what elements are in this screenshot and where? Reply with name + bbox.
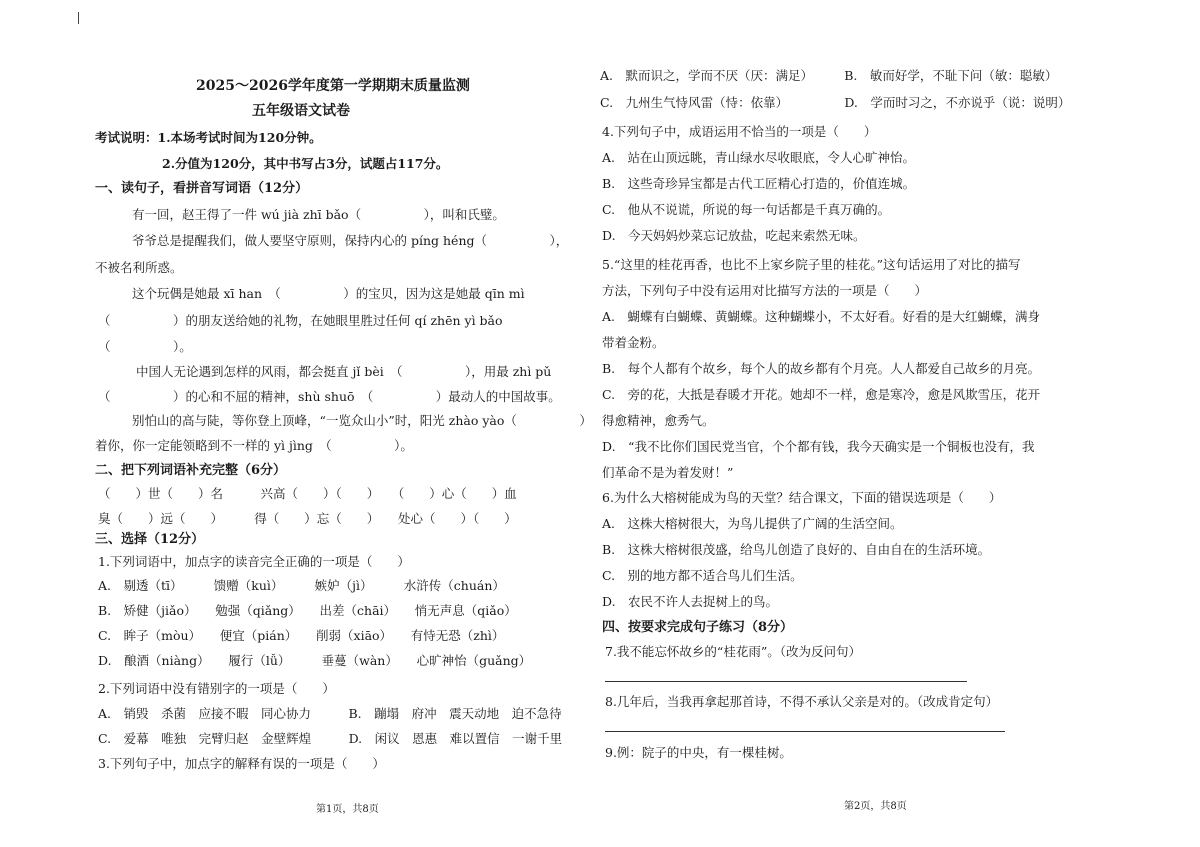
question-2: 2.下列词语中没有错别字的一项是（ ） — [98, 681, 335, 696]
question-6-option: B. 这株大榕树很茂盛，给鸟儿创造了良好的、自由自在的生活环境。 — [602, 542, 991, 557]
section-1-line: 别怕山的高与陡，等你登上顶峰，“一览众山小”时，阳光 zhào yào（ ） — [132, 413, 592, 428]
question-8: 8.几年后，当我再拿起那首诗，不得不承认父亲是对的。（改成肯定句） — [605, 694, 999, 709]
question-5-line: 5.“这里的桂花再香，也比不上家乡院子里的桂花。”这句话运用了对比的描写 — [602, 257, 1021, 272]
exam-title: 2025～2026学年度第一学期期末质量监测 — [196, 78, 470, 94]
question-6: 6.为什么大榕树能成为鸟的天堂？结合课文，下面的错误选项是（ ） — [602, 490, 1002, 505]
exam-subtitle: 五年级语文试卷 — [252, 103, 350, 119]
exam-note-1: 考试说明：1.本场考试时间为120分钟。 — [95, 130, 322, 145]
question-5-line: 方法，下列句子中没有运用对比描写方法的一项是（ ） — [602, 283, 928, 298]
page-footer: 第2页，共8页 — [844, 801, 907, 812]
section-2-heading: 二、把下列词语补充完整（6分） — [95, 463, 287, 478]
section-3-heading: 三、选择（12分） — [95, 532, 205, 547]
question-1-option: D. 酿酒（niàng） 履行（lǚ） 垂蔓（wàn） 心旷神怡（guǎng） — [98, 653, 532, 668]
question-6-option: D. 农民不许人去捉树上的鸟。 — [602, 594, 779, 609]
section-1-line: 着你，你一定能领略到不一样的 yì jìng （ ）。 — [95, 438, 413, 453]
section-1-line: 爷爷总是提醒我们，做人要坚守原则，保持内心的 píng héng（ ）， — [132, 233, 569, 248]
section-1-line: 中国人无论遇到怎样的风雨，都会挺直 jǐ bèi （ ），用最 zhì pǔ — [136, 364, 552, 379]
question-1-option: B. 矫健（jiǎo） 勉强（qiǎng） 出差（chāi） 悄无声息（qiǎo） — [98, 603, 517, 618]
section-1-line: 有一回，赵王得了一件 wú jià zhī bǎo（ ），叫和氏璧。 — [132, 207, 505, 222]
question-4: 4.下列句子中，成语运用不恰当的一项是（ ） — [602, 124, 877, 139]
section-4-heading: 四、按要求完成句子练习（8分） — [602, 620, 794, 635]
question-5-line: 得愈精神，愈秀气。 — [602, 413, 715, 428]
question-5-line: B. 每个人都有个故乡，每个人的故乡都有个月亮。人人都爱自己故乡的月亮。 — [602, 361, 1041, 376]
section-1-line: 不被名利所惑。 — [95, 260, 183, 275]
section-2-line: 臭（ ）远（ ） 得（ ）忘（ ） 处心（ ）（ ） — [98, 511, 517, 526]
question-5-line: D. “我不比你们国民党当官，个个都有钱，我今天确实是一个铜板也没有，我 — [602, 439, 1035, 454]
question-4-option: D. 今天妈妈炒菜忘记放盐，吃起来索然无味。 — [602, 228, 866, 243]
question-2-option: C. 爱幕 唯独 完臂归赵 金壁辉煌 D. 闲议 恩惠 难以置信 一谢千里 — [98, 731, 563, 746]
section-2-line: （ ）世（ ）名 兴高（ ）（ ） （ ）心（ ）血 — [98, 486, 517, 501]
question-4-option: B. 这些奇珍异宝都是古代工匠精心打造的，价值连城。 — [602, 176, 916, 191]
section-1-line: （ ）的朋友送给她的礼物，在她眼里胜过任何 qí zhēn yì bǎo — [98, 313, 503, 328]
question-5-line: C. 旁的花，大抵是春暖才开花。她却不一样，愈是寒冷，愈是风欺雪压，花开 — [602, 387, 1041, 402]
section-1-line: 这个玩偶是她最 xī han （ ）的宝贝，因为这是她最 qīn mì — [132, 286, 525, 301]
exam-note-2: 2.分值为120分，其中书写占3分，试题占117分。 — [162, 156, 449, 171]
question-5-line: 们革命不是为着发财！” — [602, 465, 734, 480]
question-5-line: 带着金粉。 — [602, 335, 665, 350]
section-1-heading: 一、读句子，看拼音写词语（12分） — [95, 181, 309, 196]
question-3-option: A. 默而识之，学而不厌（厌：满足） B. 敏而好学，不耻下问（敏：聪敏） — [600, 68, 1058, 83]
exam-page-2 — [600, 0, 1200, 847]
question-6-option: A. 这株大榕树很大，为鸟儿提供了广阔的生活空间。 — [602, 516, 903, 531]
question-3-option: C. 九州生气恃风雷（恃：依靠） D. 学而时习之，不亦说乎（说：说明） — [600, 95, 1071, 110]
question-7: 7.我不能忘怀故乡的“桂花雨”。（改为反问句） — [605, 644, 861, 659]
scan-mark — [78, 12, 85, 24]
answer-line-8[interactable] — [605, 731, 1005, 732]
question-3: 3.下列句子中，加点字的解释有误的一项是（ ） — [98, 756, 385, 771]
section-1-line: （ ）的心和不屈的精神，shù shuō （ ）最动人的中国故事。 — [98, 389, 561, 404]
question-9: 9.例：院子的中央，有一棵桂树。 — [605, 745, 792, 760]
answer-line-7[interactable] — [605, 681, 967, 682]
question-6-option: C. 别的地方都不适合鸟儿们生活。 — [602, 568, 803, 583]
page-footer: 第1页，共8页 — [316, 804, 379, 815]
question-4-option: C. 他从不说谎，所说的每一句话都是千真万确的。 — [602, 202, 891, 217]
question-4-option: A. 站在山顶远眺，青山绿水尽收眼底，令人心旷神怡。 — [602, 150, 916, 165]
question-1-option: C. 眸子（mòu） 便宜（pián） 削弱（xiāo） 有恃无恐（zhì） — [98, 628, 505, 643]
question-5-line: A. 蝴蝶有白蝴蝶、黄蝴蝶。这种蝴蝶小，不太好看。好看的是大红蝴蝶，满身 — [602, 309, 1041, 324]
question-2-option: A. 销毁 杀菌 应接不暇 同心协力 B. 蹦塌 府冲 震天动地 迫不急待 — [98, 706, 562, 721]
question-1: 1.下列词语中，加点字的读音完全正确的一项是（ ） — [98, 554, 410, 569]
section-1-line: （ ）。 — [98, 339, 192, 354]
question-1-option: A. 剔透（tī） 馈赠（kuì） 嫉妒（jì） 水浒传（chuán） — [98, 578, 505, 593]
